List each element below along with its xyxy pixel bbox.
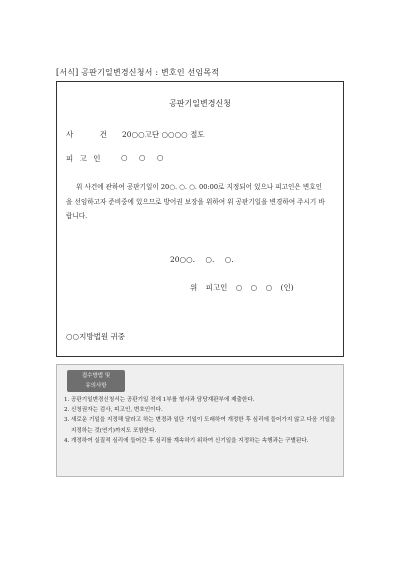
case-label: 사 건	[66, 130, 119, 139]
note-number: 3.	[64, 417, 70, 424]
defendant-label: 피 고 인	[66, 154, 103, 163]
note-item	[64, 415, 336, 435]
note-number: 2.	[64, 407, 70, 414]
note-text: 신청권자는 검사, 피고인, 변호인이다.	[71, 407, 163, 414]
note-item	[64, 405, 336, 415]
date-line: 20○○. ○. ○.	[170, 255, 234, 264]
notes-badge-line1: 접수방법 및	[81, 373, 111, 379]
note-item	[64, 436, 336, 446]
page-header: [서식] 공판기일변경신청서 : 변호인 선임목적	[56, 68, 220, 77]
case-value: 20○○고단 ○○○○ 절도	[122, 130, 205, 139]
signature-line: 위 피고인 ○ ○ ○ (인)	[190, 283, 294, 292]
court-addressee: ○○지방법원 귀중	[66, 332, 125, 341]
note-text: 개정하여 실질적 심리에 들어간 후 심리를 계속하기 위하여 신기일을 지정하는 속행과는 구별된다.	[71, 437, 309, 444]
note-number: 1.	[64, 397, 70, 403]
notes-badge	[67, 370, 125, 392]
request-body: 위 사건에 관하여 공판기일이 20○. ○. ○. 00:00로 지정되어 있으나 피고인은 변호인을 선임하고자 준비중에 있으므로 방어권 보장을 위하여 위 공판기일을 변경하여 주시기 바랍니다.	[66, 183, 325, 220]
note-number: 4.	[64, 437, 70, 444]
notes-badge-line2: 유의사항	[85, 383, 107, 389]
notes-box	[56, 364, 344, 477]
note-item	[64, 395, 336, 405]
form-title: 공판기일변경신청	[169, 99, 231, 108]
note-text: 공판기일변경신청서는 공판기일 전에 1부를 형사과 담당재판부에 제출한다.	[71, 397, 255, 403]
defendant-value: ○ ○ ○	[121, 153, 164, 162]
note-text: 새로운 기일을 지정해 달라고 하는 변경과 일단 기일이 도래하여 개정한 후 심리에 들어가지 않고 다음 기일을 지정하는 것(연기)까지도 포함한다.	[71, 417, 336, 434]
notes-list	[64, 395, 336, 446]
application-form	[56, 81, 344, 357]
